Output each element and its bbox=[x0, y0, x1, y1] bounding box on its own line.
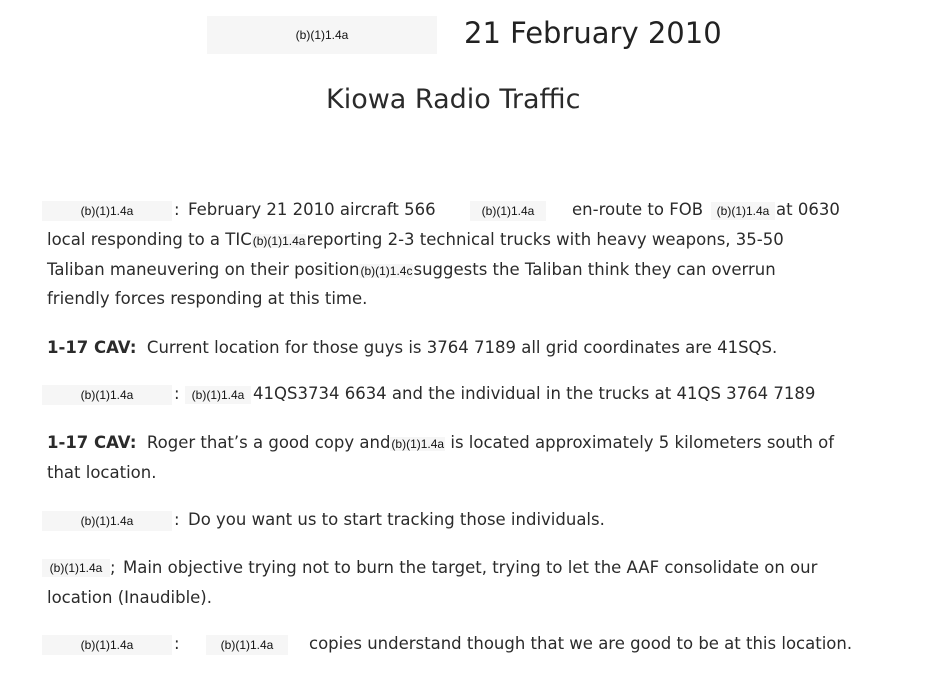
document-date: 21 February 2010 bbox=[464, 16, 722, 50]
transcript-line: friendly forces responding at this time. bbox=[47, 289, 368, 308]
redaction-box: (b)(1)1.4a bbox=[42, 201, 172, 221]
transcript-text: local responding to a TIC bbox=[47, 230, 252, 249]
redaction-box: (b)(1)1.4a bbox=[711, 202, 775, 220]
document-title: Kiowa Radio Traffic bbox=[326, 84, 581, 115]
transcript-line: that location. bbox=[47, 463, 157, 482]
redaction-box: (b)(1)1.4a bbox=[470, 201, 546, 221]
transcript-text: Do you want us to start tracking those individuals. bbox=[188, 510, 605, 529]
transcript-line bbox=[47, 432, 834, 454]
redaction-box: (b)(1)1.4c bbox=[360, 264, 413, 278]
transcript-text: is located approximately 5 kilometers south of bbox=[450, 433, 835, 452]
speaker-label: 1-17 CAV: bbox=[47, 338, 137, 357]
transcript-text: copies understand though that we are good to be at this location. bbox=[309, 634, 853, 653]
transcript-text: Taliban maneuvering on their position bbox=[47, 260, 360, 279]
transcript-text: Main objective trying not to burn the target, trying to let the AAF consolidate on our bbox=[123, 558, 818, 577]
redaction-box: (b)(1)1.4a bbox=[42, 559, 110, 577]
transcript-text: en-route to FOB bbox=[572, 200, 704, 219]
transcript-text: suggests the Taliban think they can overrun bbox=[413, 260, 776, 279]
transcript-line bbox=[47, 229, 784, 251]
speaker-label: 1-17 CAV: bbox=[47, 433, 137, 452]
transcript-text: Current location for those guys is 3764 7189 all grid coordinates are 41SQS. bbox=[146, 338, 778, 357]
transcript-text: 41QS3734 6634 and the individual in the trucks at 41QS 3764 7189 bbox=[253, 384, 816, 403]
transcript-text: February 21 2010 aircraft 566 bbox=[188, 200, 436, 219]
transcript-line bbox=[47, 337, 777, 359]
redaction-box: (b)(1)1.4a bbox=[391, 437, 445, 451]
transcript-line bbox=[47, 259, 776, 281]
transcript-text: at 0630 bbox=[776, 200, 840, 219]
colon: : bbox=[174, 510, 180, 529]
redaction-box: (b)(1)1.4a bbox=[42, 385, 172, 405]
transcript-text: Roger that’s a good copy and bbox=[146, 433, 391, 452]
colon: ; bbox=[110, 558, 116, 577]
transcript-text: reporting 2-3 technical trucks with heavy weapons, 35-50 bbox=[306, 230, 784, 249]
redaction-box: (b)(1)1.4a bbox=[185, 386, 251, 404]
redaction-box: (b)(1)1.4a bbox=[207, 16, 437, 54]
redaction-box: (b)(1)1.4a bbox=[42, 511, 172, 531]
redaction-box: (b)(1)1.4a bbox=[252, 234, 306, 248]
redaction-box: (b)(1)1.4a bbox=[206, 635, 288, 655]
colon: : bbox=[174, 634, 180, 653]
colon: : bbox=[174, 200, 180, 219]
redaction-box: (b)(1)1.4a bbox=[42, 635, 172, 655]
colon: : bbox=[174, 384, 180, 403]
transcript-line: location (Inaudible). bbox=[47, 588, 212, 607]
